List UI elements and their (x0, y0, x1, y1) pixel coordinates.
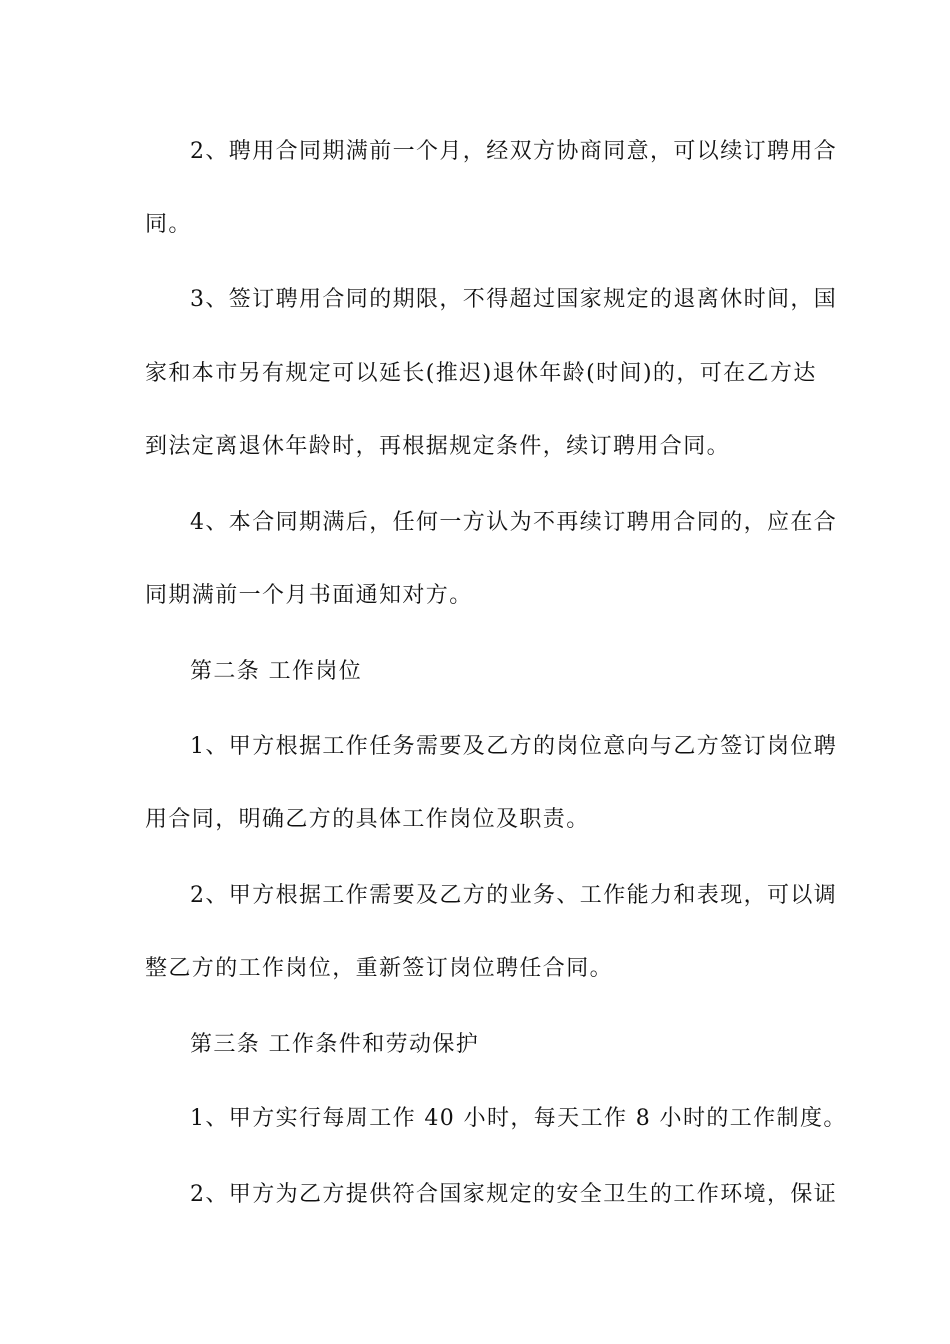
paragraph-line: 1、甲方实行每周工作 40 小时，每天工作 8 小时的工作制度。 (190, 1106, 847, 1131)
section-heading: 第二条 工作岗位 (190, 659, 363, 684)
paragraph-line: 用合同，明确乙方的具体工作岗位及职责。 (145, 807, 590, 832)
paragraph-line: 同期满前一个月书面通知对方。 (145, 583, 473, 608)
paragraph-line: 整乙方的工作岗位，重新签订岗位聘任合同。 (145, 956, 614, 981)
paragraph-line: 家和本市另有规定可以延长(推迟)退休年龄(时间)的，可在乙方达 (145, 361, 817, 386)
paragraph-line: 2、甲方为乙方提供符合国家规定的安全卫生的工作环境，保证 (190, 1182, 838, 1207)
paragraph-line: 4、本合同期满后，任何一方认为不再续订聘用合同的，应在合 (190, 510, 838, 535)
paragraph-line: 2、聘用合同期满前一个月，经双方协商同意，可以续订聘用合 (190, 139, 838, 164)
paragraph-line: 1、甲方根据工作任务需要及乙方的岗位意向与乙方签订岗位聘 (190, 734, 838, 759)
paragraph-line: 同。 (145, 212, 192, 237)
section-heading: 第三条 工作条件和劳动保护 (190, 1032, 480, 1057)
paragraph-line: 2、甲方根据工作需要及乙方的业务、工作能力和表现，可以调 (190, 883, 838, 908)
paragraph-line: 3、签订聘用合同的期限，不得超过国家规定的退离休时间，国 (190, 287, 838, 312)
paragraph-line: 到法定离退休年龄时，再根据规定条件，续订聘用合同。 (145, 434, 731, 459)
